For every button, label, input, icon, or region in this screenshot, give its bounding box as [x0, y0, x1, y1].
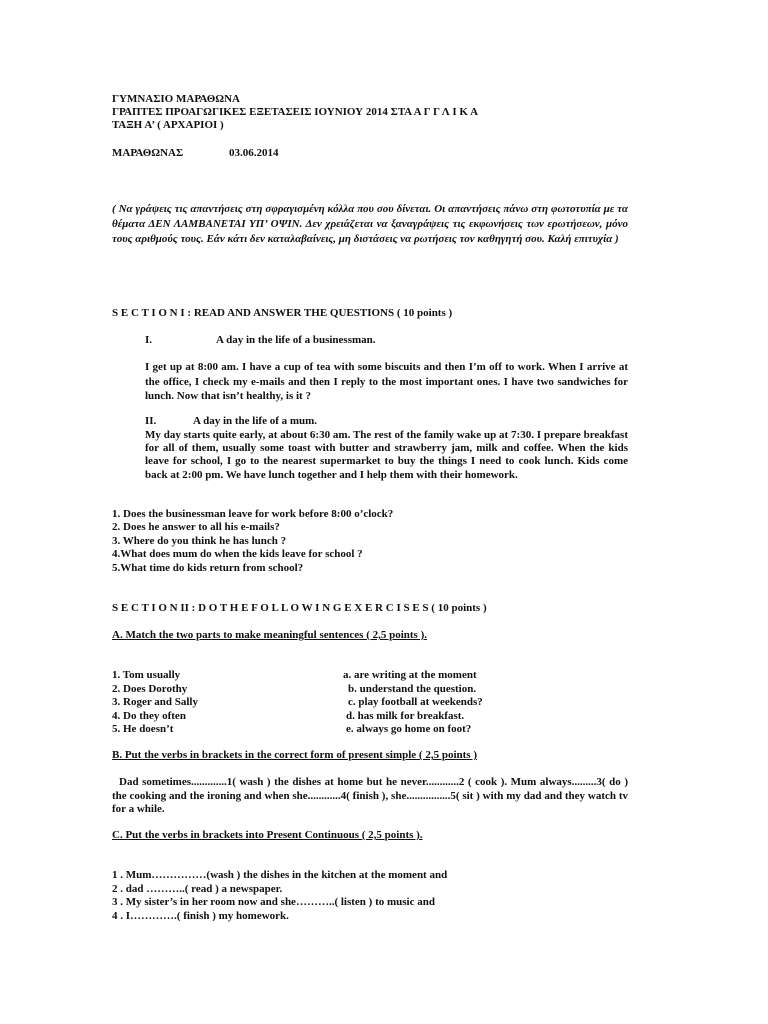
question-2: 2. Does he answer to all his e-mails? — [112, 521, 280, 533]
match-left-3: 3. Roger and Sally — [112, 696, 198, 708]
text-2-body: My day starts quite early, at about 6:30 am. The rest of the family wake up at 7:30. I prepare breakfast for all of them, usually some toast with butter and strawberry jam, milk and coffee. When the kids leave for school, I go to the nearest supermarket to buy the things I need to cook lunch. Kids come back at 2:00 pm. We have lunch together and I help them with their homework. — [145, 429, 628, 481]
match-right-a: a. are writing at the moment — [343, 669, 477, 681]
exercise-c-line-4: 4 . I………….( finish ) my homework. — [112, 910, 289, 922]
exam-date: 03.06.2014 — [229, 147, 279, 159]
text-2-title: A day in the life of a mum. — [193, 415, 318, 427]
school-name: ΓΥΜΝΑΣΙΟ ΜΑΡΑΘΩΝΑ — [112, 93, 240, 105]
exercise-a-title: A. Match the two parts to make meaningful sentences ( 2,5 points ). — [112, 629, 428, 641]
match-right-d: d. has milk for breakfast. — [346, 710, 465, 722]
match-right-e: e. always go home on foot? — [346, 723, 472, 735]
exercise-c-line-2: 2 . dad ………..( read ) a newspaper. — [112, 883, 283, 895]
exam-title: ΓΡΑΠΤΕΣ ΠΡΟΑΓΩΓΙΚΕΣ ΕΞΕΤΑΣΕΙΣ ΙΟΥΝΙΟΥ 2014 ΣΤΑ Α Γ Γ Λ Ι Κ Α — [112, 106, 479, 118]
text-2-number: II. — [145, 415, 157, 427]
text-1-title: A day in the life of a businessman. — [216, 334, 376, 346]
text-1-number: I. — [145, 334, 153, 346]
question-1: 1. Does the businessman leave for work before 8:00 o’clock? — [112, 508, 394, 520]
match-left-1: 1. Tom usually — [112, 669, 181, 681]
match-left-2: 2. Does Dorothy — [112, 683, 188, 695]
section-1-title: S E C T I O N I : READ AND ANSWER THE QUESTIONS ( 10 points ) — [112, 307, 453, 319]
match-left-5: 5. He doesn’t — [112, 723, 174, 735]
section-2-title: S E C T I O N II : D O T H E F O L L O W I N G E X E R C I S E S ( 10 points ) — [112, 602, 487, 614]
question-3: 3. Where do you think he has lunch ? — [112, 535, 287, 547]
instructions: ( Να γράψεις τις απαντήσεις στη σφραγισμένη κόλλα που σου δίνεται. Οι απαντήσεις πάνω στη φωτοτυπία με τα θέματα ΔΕΝ ΛΑΜΒΑΝΕΤΑΙ ΥΠ’ ΟΨΙΝ. Δεν χρειάζεται να ξαναγράψεις τις εκφωνήσεις των ερωτήσεων, μόνο τους αριθμούς τους. Εάν κάτι δεν καταλαβαίνεις, μη διστάσεις να ρωτήσεις τον καθηγητή σου. Καλή επιτυχία ) — [112, 203, 628, 245]
match-left-4: 4. Do they often — [112, 710, 186, 722]
exercise-c-line-3: 3 . My sister’s in her room now and she………..( listen ) to music and — [112, 896, 435, 908]
exercise-b-title: B. Put the verbs in brackets in the correct form of present simple ( 2,5 points ) — [112, 749, 477, 761]
question-4: 4.What does mum do when the kids leave for school ? — [112, 548, 363, 560]
exercise-b-body: Dad sometimes.............1( wash ) the dishes at home but he never............2 ( cook ). Mum always.........3( do ) the cooking and the ironing and when she............4( finish ), she................5( sit ) with my dad and they watch tv for a while. — [112, 776, 628, 815]
text-1-body: I get up at 8:00 am. I have a cup of tea with some biscuits and then I’m off to work. When I arrive at the office, I check my e-mails and then I reply to the most important ones. I have two sandwiches for lunch. Now that isn’t healthy, is it ? — [145, 361, 628, 402]
match-right-c: c. play football at weekends? — [348, 696, 483, 708]
question-5: 5.What time do kids return from school? — [112, 562, 304, 574]
match-right-b: b. understand the question. — [348, 683, 477, 695]
exercise-c-line-1: 1 . Mum……………(wash ) the dishes in the kitchen at the moment and — [112, 869, 448, 881]
exercise-c-title: C. Put the verbs in brackets into Present Continuous ( 2,5 points ). — [112, 829, 423, 841]
class-label: ΤΑΞΗ Α’ ( ΑΡΧΑΡΙΟΙ ) — [112, 119, 224, 131]
location: ΜΑΡΑΘΩΝΑΣ — [112, 147, 184, 159]
